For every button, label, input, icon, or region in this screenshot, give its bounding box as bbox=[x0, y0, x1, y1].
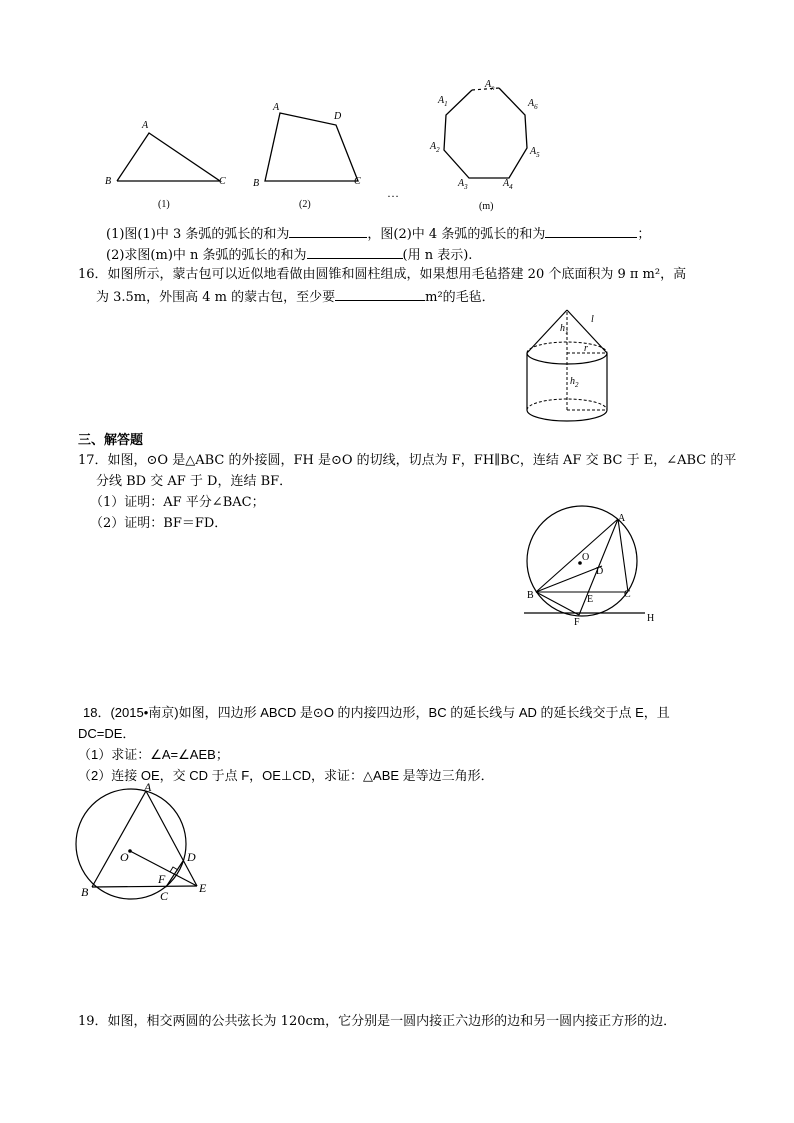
c18-label-E: E bbox=[199, 881, 207, 895]
q16-line1: 16．如图所示，蒙古包可以近似地看做由圆锥和圆柱组成，如果想用毛毡搭建 20 个底面积为 9 π m²，高 bbox=[78, 267, 687, 282]
q16-line2: 为 3.5m，外围高 4 m 的蒙古包，至少要 m²的毛毡． bbox=[96, 287, 495, 307]
c18-label-F: F bbox=[158, 872, 166, 886]
c17-label-A: A bbox=[618, 513, 626, 524]
poly-label-A4: $A_4$ bbox=[503, 178, 513, 191]
poly-label-An: $A_n$ bbox=[485, 79, 495, 92]
q15-line2: (2)求图(m)中 n 条弧的弧长的和为 (用 n 表示). bbox=[106, 245, 472, 265]
q18-line2: DC=DE． bbox=[78, 726, 136, 741]
c17-label-E: E bbox=[587, 594, 594, 605]
tri-label-A: A bbox=[142, 120, 149, 131]
c18-label-B: B bbox=[81, 885, 89, 899]
c18-label-A: A bbox=[144, 780, 152, 794]
q17-part1: （1）证明：AF 平分∠BAC； bbox=[90, 495, 265, 510]
q18-part1: （1）求证：∠A=∠AEB； bbox=[78, 747, 229, 762]
c17-label-B: B bbox=[527, 590, 534, 601]
q17-part2: （2）证明：BF＝FD． bbox=[90, 516, 228, 531]
section-heading: 三、解答题 bbox=[78, 433, 144, 448]
quad-label-B: B bbox=[253, 178, 260, 189]
poly-label-A2: $A_2$ bbox=[430, 141, 440, 154]
yurt-label-l: l bbox=[591, 314, 594, 325]
quad-label-C: C bbox=[354, 176, 361, 187]
q18-part2: （2）连接 OE，交 CD 于点 F，OE⊥CD，求证：△ABE 是等边三角形． bbox=[78, 768, 494, 783]
q19-line1: 19．如图，相交两圆的公共弦长为 120cm，它分别是一圆内接正六边形的边和另一圆内接正方形的边． bbox=[78, 1014, 677, 1029]
poly-label-A1: $A_1$ bbox=[438, 95, 448, 108]
poly-label-A5: $A_5$ bbox=[530, 146, 540, 159]
c17-label-O: O bbox=[582, 552, 590, 563]
poly-label-A6: $A_6$ bbox=[528, 98, 538, 111]
tri-label-B: B bbox=[105, 176, 112, 187]
c17-label-H: H bbox=[647, 613, 655, 624]
quad-label-D: D bbox=[334, 111, 342, 122]
yurt-label-h2: $h_2$ bbox=[570, 376, 579, 389]
yurt-label-h1: $h_1$ bbox=[560, 323, 569, 336]
quad-label-A: A bbox=[273, 102, 280, 113]
c17-label-F: F bbox=[574, 617, 580, 628]
poly-label-A3: $A_3$ bbox=[458, 178, 468, 191]
q18-line1: 18．(2015•南京)如图，四边形 ABCD 是⊙O 的内接四边形，BC 的延长线与 AD 的延长线交于点 E，且 bbox=[83, 705, 670, 720]
tri-label-C: C bbox=[219, 176, 226, 187]
c17-label-C: C bbox=[624, 589, 631, 600]
q17-line1: 17．如图，⊙O 是△ABC 的外接圆，FH 是⊙O 的切线，切点为 F，FH∥BC，连结 AF 交 BC 于 E，∠ABC 的平 bbox=[78, 453, 737, 468]
caption-1: (1) bbox=[158, 199, 170, 210]
caption-ellipsis: … bbox=[387, 186, 399, 200]
q17-line2: 分线 BD 交 AF 于 D，连结 BF． bbox=[96, 474, 293, 489]
yurt-label-r: r bbox=[584, 343, 588, 354]
caption-2: (2) bbox=[299, 199, 311, 210]
c18-label-D: D bbox=[187, 850, 196, 864]
q15-line1: (1)图(1)中 3 条弧的弧长的和为 ，图(2)中 4 条弧的弧长的和为 ； bbox=[106, 224, 650, 244]
caption-m: (m) bbox=[479, 201, 494, 212]
c17-label-D: D bbox=[596, 566, 604, 577]
c18-label-O: O bbox=[120, 850, 129, 864]
c18-label-C: C bbox=[160, 889, 169, 903]
